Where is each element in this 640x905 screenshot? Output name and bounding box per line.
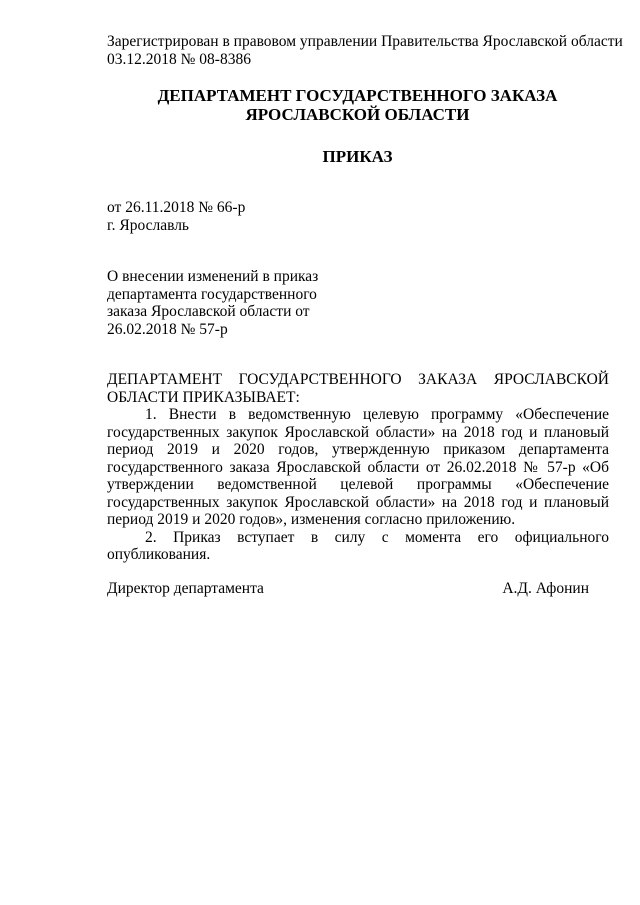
subject-line: департамента государственного: [107, 285, 317, 303]
subject-line: заказа Ярославской области от: [107, 303, 310, 320]
city: г. Ярославль: [107, 216, 189, 234]
signatory-position: Директор департамента: [107, 580, 264, 597]
organization-name-line2: ЯРОСЛАВСКОЙ ОБЛАСТИ: [245, 105, 470, 124]
document-type-title: ПРИКАЗ: [322, 147, 393, 166]
signature-block: [107, 580, 589, 598]
document-meta: [107, 199, 245, 234]
registration-line: Зарегистрирован в правовом управлении Правительства Ярославской области: [107, 33, 623, 50]
registration-stamp: [107, 33, 627, 68]
document-body: [107, 371, 609, 564]
registration-number: 03.12.2018 № 08-8386: [107, 50, 251, 68]
signatory-name: А.Д. Афонин: [502, 580, 589, 597]
subject-line: 26.02.2018 № 57-р: [107, 320, 228, 338]
date-number: от 26.11.2018 № 66-р: [107, 199, 246, 216]
subject-line: О внесении изменений в приказ: [107, 268, 319, 285]
document-subject: [107, 268, 347, 338]
order-item-2: 2. Приказ вступает в силу с момента его официального опубликования.: [107, 528, 609, 563]
preamble: ДЕПАРТАМЕНТ ГОСУДАРСТВЕННОГО ЗАКАЗА ЯРОСЛАВСКОЙ ОБЛАСТИ ПРИКАЗЫВАЕТ:: [107, 371, 609, 406]
organization-header: [0, 86, 640, 124]
organization-name-line1: ДЕПАРТАМЕНТ ГОСУДАРСТВЕННОГО ЗАКАЗА: [157, 86, 558, 105]
order-item-1: 1. Внести в ведомственную целевую программу «Обеспечение государственных закупок Ярославской области» на 2018 год и плановый период 2019 и 2020 годов, утвержденную приказом департамента государственного заказа Ярославской области от 26.02.2018 № 57-р «Об утверждении ведомственной целевой программы «Обеспечение государственных закупок Ярославской области» на 2018 год и плановый период 2019 и 2020 годов», изменения согласно приложению.: [107, 406, 609, 528]
